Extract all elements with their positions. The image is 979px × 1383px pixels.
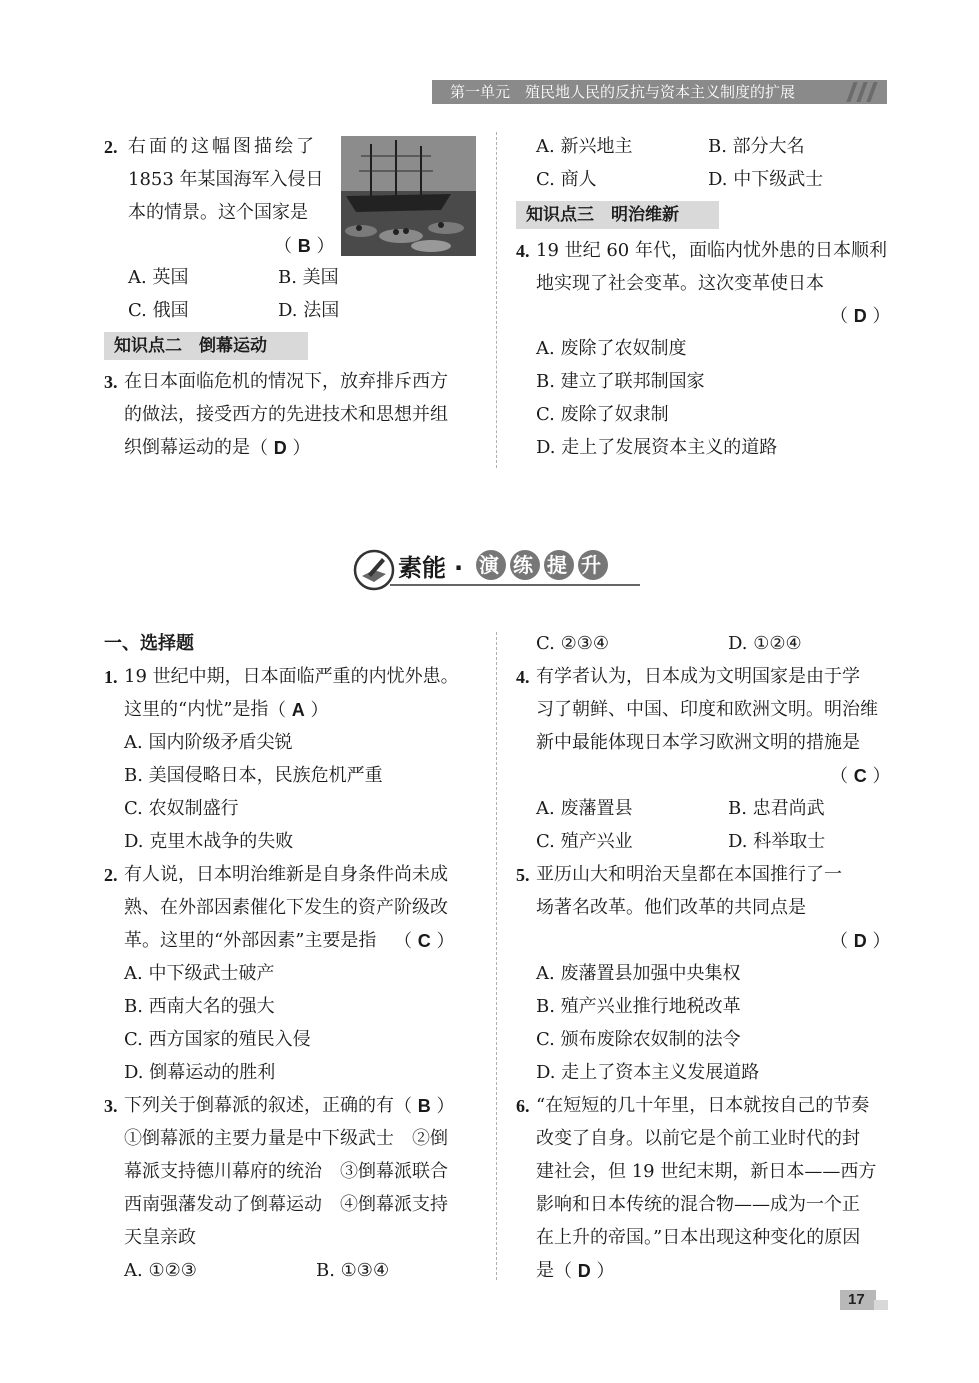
question-number: 4. — [516, 241, 530, 261]
banner-char: 提 — [547, 553, 567, 577]
option-d: D. ①②④ — [728, 633, 802, 654]
option-a: A. 废除了农奴制度 — [536, 338, 687, 359]
column-divider — [496, 632, 497, 1280]
answer-bracket: （ B ） — [394, 1096, 455, 1117]
header-slash-decoration — [866, 82, 877, 102]
option-a: A. 新兴地主 — [536, 136, 633, 157]
option-d: D. 倒幕运动的胜利 — [124, 1062, 276, 1083]
question-text: 右面的这幅图描绘了 — [128, 136, 317, 157]
question-text: 地实现了社会变革。这次变革使日本 — [536, 273, 824, 294]
knowledge-point-heading: 知识点二 倒幕运动 — [104, 332, 308, 360]
option-d: D. 走上了发展资本主义的道路 — [536, 437, 778, 458]
banner-char-circle — [476, 550, 506, 580]
answer-bracket: （ A ） — [268, 700, 329, 721]
option-d: D. 走上了资本主义发展道路 — [536, 1062, 760, 1083]
header-slash-decoration — [846, 82, 857, 102]
statement-text: ①倒幕派的主要力量是中下级武士 ②倒 — [124, 1128, 448, 1149]
option-d: D. 科举取士 — [728, 831, 826, 852]
option-d: D. 克里木战争的失败 — [124, 831, 294, 852]
answer-bracket: （ C ） — [394, 931, 455, 952]
knowledge-point-heading: 知识点三 明治维新 — [516, 201, 719, 229]
option-b: B. 忠君尚武 — [728, 798, 825, 819]
question-text: 改变了自身。以前它是个前工业时代的封 — [536, 1128, 860, 1149]
option-a: A. 废藩置县 — [536, 798, 633, 819]
question-text: 19 世纪中期，日本面临严重的内忧外患。 — [124, 666, 459, 687]
answer-letter: D — [853, 931, 867, 951]
answer-letter: B — [417, 1096, 431, 1116]
banner-title: 素能 — [398, 554, 446, 582]
question-number: 2. — [104, 865, 118, 885]
question-text: 习了朝鲜、中国、印度和欧洲文明。明治维 — [536, 699, 878, 720]
answer-letter: D — [853, 306, 867, 326]
option-c: C. 农奴制盛行 — [124, 798, 239, 819]
answer-letter: D — [273, 438, 287, 458]
section-banner — [352, 548, 642, 592]
banner-char-circle — [510, 550, 540, 580]
question-text: 有人说，日本明治维新是自身条件尚未成 — [124, 864, 448, 885]
page-number: 17 — [848, 1291, 865, 1308]
option-b: B. ①③④ — [316, 1260, 390, 1281]
option-c: C. ②③④ — [536, 633, 609, 654]
answer-bracket: （ D ） — [250, 438, 311, 459]
statement-text: 西南强藩发动了倒幕运动 ④倒幕派支持 — [124, 1194, 448, 1215]
banner-char: 演 — [479, 553, 499, 577]
question-text: “在短短的几十年里，日本就按自己的节奏 — [536, 1095, 870, 1116]
page-number-box — [840, 1290, 888, 1310]
option-b: B. 西南大名的强大 — [124, 996, 275, 1017]
question-text: 在日本面临危机的情况下，放弃排斥西方 — [124, 371, 448, 392]
header-slash-decoration — [856, 82, 867, 102]
statement-text: 天皇亲政 — [124, 1227, 196, 1248]
answer-letter: D — [577, 1261, 591, 1281]
question-number: 6. — [516, 1096, 530, 1116]
question-text: 织倒幕运动的是 — [124, 437, 250, 458]
section-heading: 一、选择题 — [104, 633, 194, 654]
answer-letter: C — [853, 766, 867, 786]
answer-bracket: （ D ） — [830, 306, 891, 327]
option-b: B. 美国侵略日本，民族危机严重 — [124, 765, 383, 786]
answer-letter: B — [297, 236, 311, 256]
option-a: A. ①②③ — [124, 1260, 197, 1281]
question-text: 有学者认为，日本成为文明国家是由于学 — [536, 666, 860, 687]
unit-header-bar — [432, 80, 887, 104]
option-a: A. 国内阶级矛盾尖锐 — [124, 732, 293, 753]
option-c: C. 商人 — [536, 169, 597, 190]
option-b: B. 部分大名 — [708, 136, 805, 157]
option-b: B. 殖产兴业推行地税改革 — [536, 996, 741, 1017]
question-text: 1853 年某国海军入侵日 — [128, 169, 324, 190]
answer-bracket: （ D ） — [554, 1261, 615, 1282]
question-text: 革。这里的“外部因素”主要是指 — [124, 930, 377, 951]
option-d: D. 中下级武士 — [708, 169, 824, 190]
option-a: A. 中下级武士破产 — [124, 963, 275, 984]
question-number: 4. — [516, 667, 530, 687]
option-c: C. 俄国 — [128, 300, 189, 321]
option-c: C. 西方国家的殖民入侵 — [124, 1029, 311, 1050]
question-text: 熟、在外部因素催化下发生的资产阶级改 — [124, 897, 448, 918]
question-text: 新中最能体现日本学习欧洲文明的措施是 — [536, 732, 860, 753]
page-number-tab — [874, 1300, 888, 1310]
question-text: 这里的“内忧”是指 — [124, 699, 269, 720]
answer-bracket: （ B ） — [274, 236, 335, 257]
question-number: 1. — [104, 667, 118, 687]
option-a: A. 废藩置县加强中央集权 — [536, 963, 741, 984]
question-number: 5. — [516, 865, 530, 885]
question-number: 3. — [104, 372, 118, 392]
option-b: B. 建立了联邦制国家 — [536, 371, 705, 392]
question-text: 场著名改革。他们改革的共同点是 — [536, 897, 806, 918]
option-b: B. 美国 — [278, 267, 339, 288]
option-c: C. 殖产兴业 — [536, 831, 633, 852]
question-text: 的做法，接受西方的先进技术和思想并组 — [124, 404, 448, 425]
unit-title: 第一单元 殖民地人民的反抗与资本主义制度的扩展 — [450, 83, 796, 101]
banner-char: 练 — [513, 553, 533, 577]
question-number: 3. — [104, 1096, 118, 1116]
question-text: 是 — [536, 1260, 554, 1281]
answer-letter: A — [291, 700, 305, 720]
option-d: D. 法国 — [278, 300, 340, 321]
question-text: 本的情景。这个国家是 — [128, 202, 308, 223]
question-text: 亚历山大和明治天皇都在本国推行了一 — [536, 864, 842, 885]
question-text: 下列关于倒幕派的叙述，正确的有 — [124, 1095, 394, 1116]
banner-char-circle — [578, 550, 608, 580]
banner-dot: · — [454, 554, 464, 582]
question-text: 19 世纪 60 年代，面临内忧外患的日本顺利 — [536, 240, 887, 261]
option-c: C. 颁布废除农奴制的法令 — [536, 1029, 741, 1050]
column-divider — [496, 132, 497, 468]
banner-underline — [390, 584, 640, 586]
ship-illustration — [341, 136, 476, 256]
question-text: 建社会，但 19 世纪末期，新日本——西方 — [536, 1161, 877, 1182]
answer-letter: C — [417, 931, 431, 951]
question-text: 影响和日本传统的混合物——成为一个正 — [536, 1194, 860, 1215]
answer-bracket: （ C ） — [830, 766, 891, 787]
banner-char-circle — [544, 550, 574, 580]
answer-bracket: （ D ） — [830, 931, 891, 952]
banner-char: 升 — [581, 553, 601, 577]
option-a: A. 英国 — [128, 267, 189, 288]
option-c: C. 废除了奴隶制 — [536, 404, 669, 425]
statement-text: 幕派支持德川幕府的统治 ③倒幕派联合 — [124, 1161, 448, 1182]
question-number: 2. — [104, 137, 118, 157]
question-text: 在上升的帝国。”日本出现这种变化的原因 — [536, 1227, 861, 1248]
